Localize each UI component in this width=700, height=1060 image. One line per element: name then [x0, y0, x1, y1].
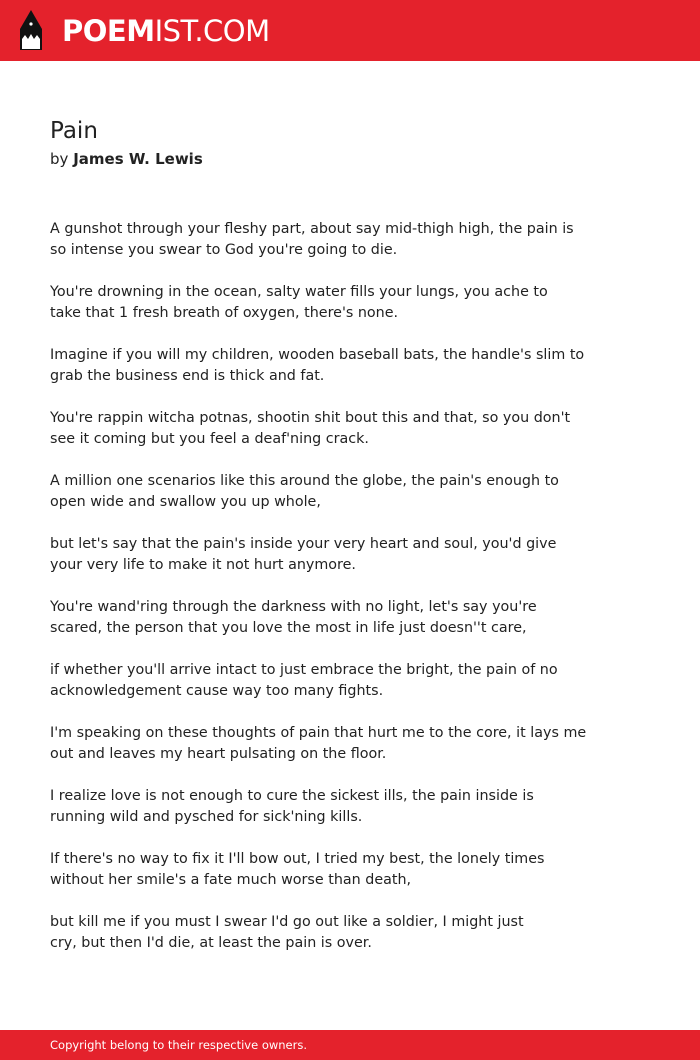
poem-author: James W. Lewis [73, 150, 203, 168]
poem-line: I realize love is not enough to cure the sickest ills, the pain inside is [50, 788, 534, 804]
logo-brand-bold: POEM [62, 14, 155, 48]
poem-line: You're wand'ring through the darkness with no light, let's say you're [50, 599, 537, 615]
poem-stanza [50, 534, 570, 576]
poem-line: but let's say that the pain's inside your very heart and soul, you'd give [50, 536, 557, 552]
poem-line: grab the business end is thick and fat. [50, 368, 325, 384]
poem-stanza [50, 786, 570, 828]
poem-stanza [50, 408, 570, 450]
poem-line: A gunshot through your fleshy part, about say mid-thigh high, the pain is [50, 221, 574, 237]
poem-line: out and leaves my heart pulsating on the floor. [50, 746, 387, 762]
by-label: by [50, 150, 69, 168]
poem-stanza [50, 282, 570, 324]
poem-stanza [50, 723, 587, 765]
poem-line: scared, the person that you love the most in life just doesn''t care, [50, 620, 527, 636]
copyright-notice: Copyright belong to their respective owners. [50, 1038, 308, 1052]
poem-stanza [50, 597, 570, 639]
poem-line: If there's no way to fix it I'll bow out, I tried my best, the lonely times [50, 851, 545, 867]
poem-line: You're drowning in the ocean, salty water fills your lungs, you ache to [50, 284, 548, 300]
poem-line: running wild and pysched for sick'ning kills. [50, 809, 363, 825]
poem-line: but kill me if you must I swear I'd go out like a soldier, I might just [50, 914, 524, 930]
site-footer [0, 1030, 700, 1060]
poem-stanza [50, 912, 570, 954]
poem-line: if whether you'll arrive intact to just embrace the bright, the pain of no [50, 662, 558, 678]
poem-line: I'm speaking on these thoughts of pain that hurt me to the core, it lays me [50, 725, 587, 741]
poem-line: take that 1 fresh breath of oxygen, there's none. [50, 305, 399, 321]
poem-stanza [50, 849, 570, 891]
poem-body [50, 219, 587, 975]
poem-title: Pain [50, 118, 98, 144]
poem-line: open wide and swallow you up whole, [50, 494, 321, 510]
poem-line: your very life to make it not hurt anymore. [50, 557, 356, 573]
poem-stanza [50, 345, 585, 387]
pen-nib-logo-icon[interactable] [17, 9, 45, 51]
site-logo[interactable] [62, 10, 270, 52]
poem-line: Imagine if you will my children, wooden baseball bats, the handle's slim to [50, 347, 585, 363]
poem-line: You're rappin witcha potnas, shootin shit bout this and that, so you don't [50, 410, 571, 426]
site-header [0, 0, 700, 61]
poem-byline [50, 149, 203, 169]
poem-line: so intense you swear to God you're going to die. [50, 242, 398, 258]
poem-stanza [50, 660, 570, 702]
poem-line: cry, but then I'd die, at least the pain is over. [50, 935, 372, 951]
poem-line: acknowledgement cause way too many fights. [50, 683, 384, 699]
poem-stanza [50, 219, 574, 261]
poem-line: A million one scenarios like this around the globe, the pain's enough to [50, 473, 559, 489]
logo-brand-light: IST.COM [154, 14, 270, 48]
poem-line: see it coming but you feel a deaf'ning crack. [50, 431, 369, 447]
poem-line: without her smile's a fate much worse than death, [50, 872, 412, 888]
poem-stanza [50, 471, 570, 513]
